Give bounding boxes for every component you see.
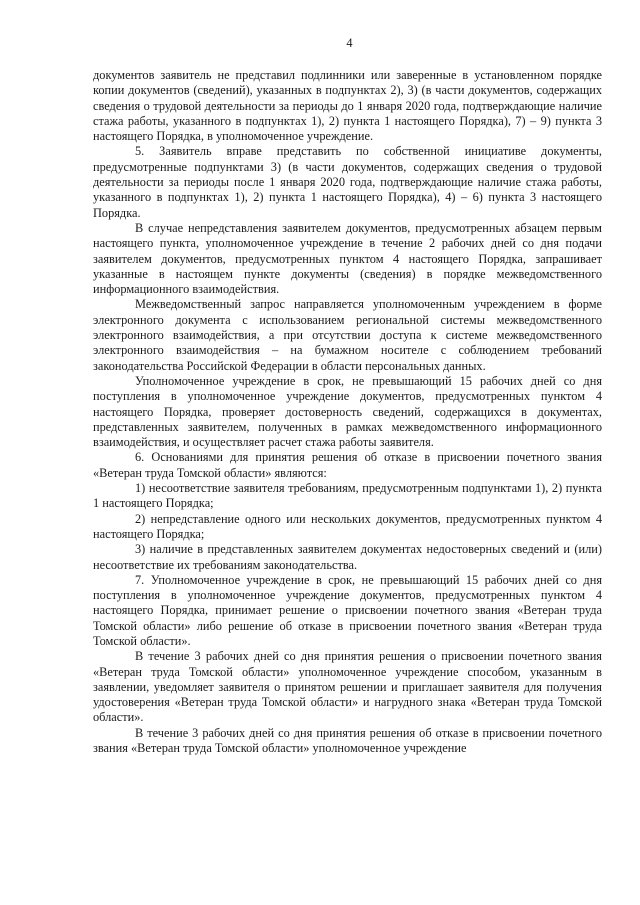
paragraph: документов заявитель не представил подлинники или заверенные в установленном порядке копии документов (сведений), указанных в подпунктах 2), 3) (в части документов, содержащих сведения о трудовой деятельности за периоды до 1 января 2020 года, подтверждающие наличие стажа работы, указанного в подпунктах 1), 2) пункта 1 настоящего Порядка), 7) – 9) пункта 3 настоящего Порядка, в уполномоченное учреждение. (93, 68, 602, 144)
paragraph: 1) несоответствие заявителя требованиям, предусмотренным подпунктами 1), 2) пункта 1 настоящего Порядка; (93, 481, 602, 511)
paragraph: 2) непредставление одного или нескольких документов, предусмотренных пунктом 4 настоящего Порядка; (93, 511, 602, 541)
paragraph: 5. Заявитель вправе представить по собственной инициативе документы, предусмотренные подпунктами 3) (в части документов, содержащих сведения о трудовой деятельности за периоды после 1 января 2020 года, подтверждающие наличие стажа работы, указанного в подпунктах 1), 2) пункта 1 настоящего Порядка), 4) – 6) пункта 3 настоящего Порядка. (93, 144, 602, 220)
paragraph: Уполномоченное учреждение в срок, не превышающий 15 рабочих дней со дня поступления в уполномоченное учреждение документов, предусмотренных пунктом 4 настоящего Порядка, проверяет достоверность сведений, содержащихся в документах, представленных заявителем, полученных в рамках межведомственного информационного взаимодействия, и осуществляет расчет стажа работы заявителя. (93, 373, 602, 450)
paragraph: 7. Уполномоченное учреждение в срок, не превышающий 15 рабочих дней со дня поступления в уполномоченное учреждение документов, предусмотренных пунктом 4 настоящего Порядка, принимает решение о присвоении почетного звания «Ветеран труда Томской области» либо решение об отказе в присвоении почетного звания «Ветеран труда Томской области». (93, 572, 602, 648)
paragraph: В течение 3 рабочих дней со дня принятия решения об отказе в присвоении почетного звания «Ветеран труда Томской области» уполномоченное учреждение (93, 725, 602, 756)
paragraph: В случае непредставления заявителем документов, предусмотренных абзацем первым настоящего пункта, уполномоченное учреждение в течение 2 рабочих дней со дня подачи заявителем документов, предусмотренных пунктом 4 настоящего Порядка, запрашивает указанные в настоящем пункте документы (сведения) в порядке межведомственного информационного взаимодействия. (93, 220, 602, 297)
document-body (93, 68, 602, 756)
paragraph: 3) наличие в представленных заявителем документах недостоверных сведений и (или) несоответствие их требованиям законодательства. (93, 542, 602, 572)
page-number: 4 (346, 36, 353, 50)
paragraph: В течение 3 рабочих дней со дня принятия решения о присвоении почетного звания «Ветеран труда Томской области» уполномоченное учреждение способом, указанным в заявлении, уведомляет заявителя о принятом решении и приглашает заявителя для получения удостоверения «Ветеран труда Томской области» и нагрудного знака «Ветеран труда Томской области». (93, 649, 602, 725)
paragraph: Межведомственный запрос направляется уполномоченным учреждением в форме электронного документа с использованием региональной системы межведомственного электронного взаимодействия, а при отсутствии доступа к системе межведомственного электронного взаимодействия – на бумажном носителе с соблюдением требований законодательства Российской Федерации в области персональных данных. (93, 297, 602, 373)
paragraph: 6. Основаниями для принятия решения об отказе в присвоении почетного звания «Ветеран труда Томской области» являются: (93, 450, 602, 480)
